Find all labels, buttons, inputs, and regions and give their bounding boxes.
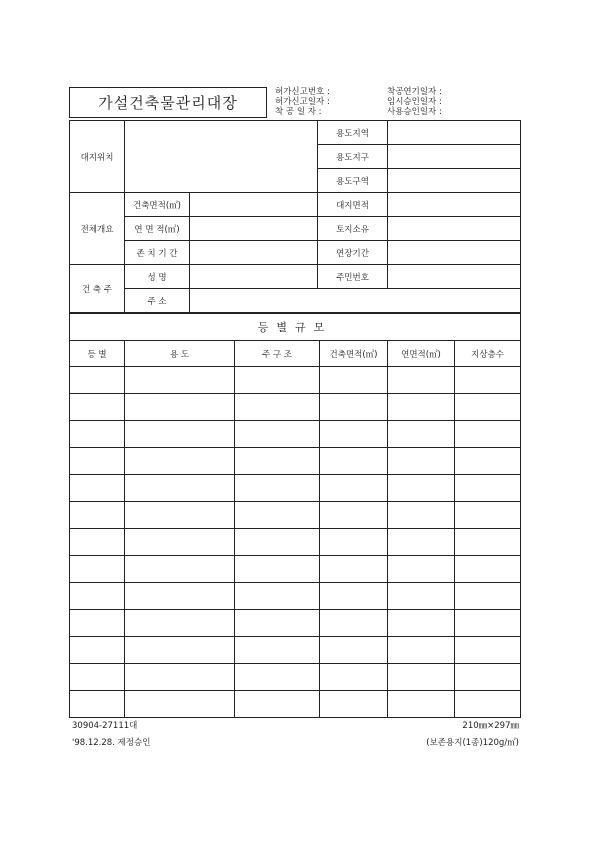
owner-address-label: 주 소: [125, 289, 190, 313]
table-cell[interactable]: [388, 610, 455, 637]
table-cell[interactable]: [455, 529, 521, 556]
table-cell[interactable]: [235, 448, 320, 475]
table-row: [70, 367, 521, 394]
col-use: 용 도: [125, 341, 235, 367]
header-left-fields: [275, 87, 330, 117]
table-cell[interactable]: [320, 556, 388, 583]
land-ownership-label: 토지소유: [318, 217, 388, 241]
table-cell[interactable]: [455, 421, 521, 448]
temp-approval-label: 임시승인일자 :: [387, 97, 442, 107]
floor-section-title: 등별규모: [70, 314, 521, 341]
owner-address-value[interactable]: [190, 289, 521, 313]
table-cell[interactable]: [70, 367, 125, 394]
table-cell[interactable]: [455, 475, 521, 502]
paper-type: (보존용지(1종)120g/㎡): [426, 738, 519, 748]
table-cell[interactable]: [388, 502, 455, 529]
header-right-fields: [387, 87, 442, 117]
site-area-label: 대지면적: [318, 193, 388, 217]
table-cell[interactable]: [455, 583, 521, 610]
table-cell[interactable]: [455, 394, 521, 421]
table-cell[interactable]: [320, 421, 388, 448]
col-floors: 지상층수: [455, 341, 521, 367]
extension-label: 연장기간: [318, 241, 388, 265]
table-cell[interactable]: [388, 394, 455, 421]
table-cell[interactable]: [235, 583, 320, 610]
table-cell[interactable]: [235, 610, 320, 637]
table-cell[interactable]: [235, 394, 320, 421]
table-cell[interactable]: [125, 394, 235, 421]
table-cell[interactable]: [320, 394, 388, 421]
table-cell[interactable]: [320, 664, 388, 691]
table-cell[interactable]: [235, 502, 320, 529]
table-cell[interactable]: [320, 691, 388, 718]
owner-id-value[interactable]: [388, 265, 521, 289]
footer-right: [426, 718, 519, 752]
col-structure: 주 구 조: [235, 341, 320, 367]
table-cell[interactable]: [455, 502, 521, 529]
table-cell[interactable]: [235, 637, 320, 664]
table-cell[interactable]: [388, 583, 455, 610]
table-row: [70, 502, 521, 529]
table-cell[interactable]: [320, 610, 388, 637]
table-cell[interactable]: [125, 637, 235, 664]
extension-value[interactable]: [388, 241, 521, 265]
table-cell[interactable]: [388, 448, 455, 475]
table-row: [70, 421, 521, 448]
table-cell[interactable]: [125, 421, 235, 448]
table-cell[interactable]: [125, 556, 235, 583]
table-cell[interactable]: [125, 367, 235, 394]
form-code: 30904-27111대: [72, 721, 138, 731]
table-cell[interactable]: [235, 475, 320, 502]
table-cell[interactable]: [455, 691, 521, 718]
total-floor-area-label: 연 면 적(㎡): [125, 217, 190, 241]
col-floor: 등 별: [70, 341, 125, 367]
owner-id-label: 주민번호: [318, 265, 388, 289]
building-area-value[interactable]: [190, 193, 318, 217]
floor-table-header: [70, 341, 521, 367]
table-cell[interactable]: [320, 475, 388, 502]
table-cell[interactable]: [70, 556, 125, 583]
table-cell[interactable]: [320, 637, 388, 664]
table-cell[interactable]: [125, 691, 235, 718]
table-cell[interactable]: [125, 475, 235, 502]
table-cell[interactable]: [235, 691, 320, 718]
table-cell[interactable]: [455, 637, 521, 664]
table-cell[interactable]: [125, 502, 235, 529]
table-cell[interactable]: [235, 421, 320, 448]
owner-label: 건 축 주: [70, 265, 125, 313]
table-cell[interactable]: [235, 367, 320, 394]
table-cell[interactable]: [70, 502, 125, 529]
site-area-value[interactable]: [388, 193, 521, 217]
table-cell[interactable]: [455, 367, 521, 394]
table-row: [70, 691, 521, 718]
table-cell[interactable]: [70, 637, 125, 664]
building-register-form: [69, 87, 520, 718]
table-cell[interactable]: [235, 529, 320, 556]
zoning-area-value[interactable]: [388, 121, 521, 145]
permit-number-label: 허가신고번호 :: [275, 87, 330, 97]
table-cell[interactable]: [320, 367, 388, 394]
paper-size: 210㎜×297㎜: [462, 721, 519, 731]
table-cell[interactable]: [70, 610, 125, 637]
floor-table: [69, 313, 521, 718]
building-area-label: 건축면적(㎡): [125, 193, 190, 217]
table-cell[interactable]: [388, 691, 455, 718]
table-row: [70, 583, 521, 610]
table-cell[interactable]: [125, 610, 235, 637]
table-row: [70, 448, 521, 475]
table-cell[interactable]: [235, 556, 320, 583]
use-approval-label: 사용승인일자 :: [387, 107, 442, 117]
table-cell[interactable]: [388, 475, 455, 502]
zoning-district-value[interactable]: [388, 145, 521, 169]
info-table: [69, 120, 521, 313]
owner-name-label: 성 명: [125, 265, 190, 289]
table-cell[interactable]: [388, 367, 455, 394]
form-title: 가설건축물관리대장: [69, 87, 267, 118]
total-floor-area-value[interactable]: [190, 217, 318, 241]
land-ownership-value[interactable]: [388, 217, 521, 241]
owner-name-value[interactable]: [190, 265, 318, 289]
table-cell[interactable]: [320, 502, 388, 529]
start-delay-label: 착공연기일자 :: [387, 87, 442, 97]
table-cell[interactable]: [455, 448, 521, 475]
duration-label: 존 치 기 간: [125, 241, 190, 265]
table-cell[interactable]: [125, 529, 235, 556]
table-cell[interactable]: [125, 664, 235, 691]
table-row: [70, 394, 521, 421]
zoning-zone-label: 용도구역: [318, 169, 388, 193]
site-location-label: 대지위치: [70, 121, 125, 193]
permit-date-label: 허가신고일자 :: [275, 97, 330, 107]
table-row: [70, 664, 521, 691]
table-cell[interactable]: [125, 448, 235, 475]
site-location-value[interactable]: [125, 121, 318, 193]
table-cell[interactable]: [455, 664, 521, 691]
table-cell[interactable]: [320, 583, 388, 610]
approval-note: '98.12.28. 제정승인: [72, 738, 151, 748]
table-row: [70, 610, 521, 637]
zoning-area-label: 용도지역: [318, 121, 388, 145]
zoning-district-label: 용도지구: [318, 145, 388, 169]
table-cell[interactable]: [388, 421, 455, 448]
table-cell[interactable]: [125, 583, 235, 610]
table-cell[interactable]: [70, 394, 125, 421]
table-cell[interactable]: [320, 448, 388, 475]
table-cell[interactable]: [455, 610, 521, 637]
footer-left: [72, 718, 150, 752]
table-cell[interactable]: [455, 556, 521, 583]
table-cell[interactable]: [320, 529, 388, 556]
construction-start-label: 착 공 일 자 :: [275, 107, 322, 117]
table-cell[interactable]: [70, 583, 125, 610]
table-cell[interactable]: [70, 448, 125, 475]
table-cell[interactable]: [70, 475, 125, 502]
col-building-area: 건축면적(㎡): [320, 341, 388, 367]
table-cell[interactable]: [70, 691, 125, 718]
table-cell[interactable]: [388, 664, 455, 691]
zoning-zone-value[interactable]: [388, 169, 521, 193]
table-cell[interactable]: [70, 529, 125, 556]
table-row: [70, 475, 521, 502]
table-row: [70, 637, 521, 664]
table-cell[interactable]: [235, 664, 320, 691]
table-row: [70, 556, 521, 583]
form-header: [69, 87, 520, 120]
table-cell[interactable]: [388, 637, 455, 664]
overview-label: 전체개요: [70, 193, 125, 265]
duration-value[interactable]: [190, 241, 318, 265]
table-cell[interactable]: [70, 664, 125, 691]
table-cell[interactable]: [70, 421, 125, 448]
col-floor-area: 연면적(㎡): [388, 341, 455, 367]
table-row: [70, 529, 521, 556]
table-cell[interactable]: [388, 556, 455, 583]
table-cell[interactable]: [388, 529, 455, 556]
